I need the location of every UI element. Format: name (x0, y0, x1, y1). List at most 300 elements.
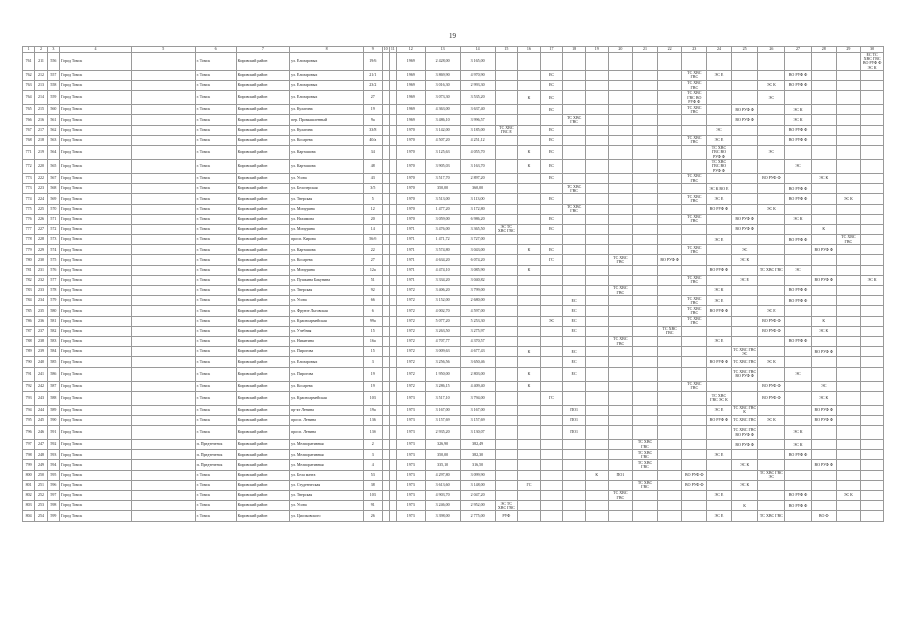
table-cell: ЕС (540, 159, 563, 173)
table-cell: 12 (364, 204, 382, 214)
table-cell: 215 (35, 105, 47, 115)
table-cell: Кировский район (236, 450, 289, 460)
table-cell (861, 255, 884, 265)
table-cell (585, 235, 608, 245)
table-cell (633, 265, 658, 275)
table-cell (518, 391, 541, 405)
table-cell (861, 460, 884, 470)
table-cell (633, 204, 658, 214)
table-cell (657, 405, 682, 415)
table-cell (585, 491, 608, 501)
table-cell: Город Томск (59, 81, 131, 91)
table-cell (657, 391, 682, 405)
table-cell: ЭС Е (707, 296, 732, 306)
table-cell (540, 381, 563, 391)
table-cell (585, 511, 608, 521)
table-cell: ТС ХВС ГВС ВО РУФ Ф (707, 145, 732, 159)
table-cell (382, 286, 389, 296)
table-cell (518, 255, 541, 265)
table-cell: ВО РУФ Ф (811, 415, 836, 425)
table-cell (518, 316, 541, 326)
table-cell: ул. Кулагина (290, 125, 364, 135)
table-cell (682, 159, 707, 173)
table-cell: 596 (47, 480, 59, 490)
table-cell (836, 460, 861, 470)
table-cell (785, 460, 812, 470)
table-cell (633, 326, 658, 336)
table-cell: ул. Пушкина Бакунина (290, 275, 364, 285)
table-cell (758, 286, 785, 296)
table-row (23, 81, 884, 91)
table-cell: 800 (23, 470, 35, 480)
table-cell (540, 470, 563, 480)
table-cell: К (811, 224, 836, 234)
table-cell: ул. Фрунзе Льговская (290, 306, 364, 316)
table-cell (758, 480, 785, 490)
table-cell: 3 799,00 (460, 286, 495, 296)
column-header: 15 (495, 47, 518, 53)
table-cell: 781 (23, 265, 35, 275)
table-cell: 579 (47, 296, 59, 306)
table-cell: Кировский район (236, 235, 289, 245)
table-cell (861, 286, 884, 296)
table-cell: ТС ХВС ГВС (608, 336, 633, 346)
table-cell (382, 316, 389, 326)
table-cell: 241 (35, 367, 47, 381)
table-cell (657, 105, 682, 115)
table-cell: ул. Косарева (290, 135, 364, 145)
table-cell: 220 (35, 159, 47, 173)
table-cell: Город Томск (59, 91, 131, 105)
table-cell: Кировский район (236, 91, 289, 105)
table-cell: г. Томск (195, 245, 236, 255)
table-cell (518, 275, 541, 285)
table-cell: Город Томск (59, 440, 131, 450)
table-row (23, 224, 884, 234)
table-cell: 19 (364, 381, 382, 391)
table-cell: ул. Красноармейская (290, 316, 364, 326)
table-cell: ТС ХВС ГВС ВО РУФ Ф (731, 367, 758, 381)
table-row (23, 115, 884, 125)
table-cell (682, 125, 707, 135)
table-cell: 785 (23, 306, 35, 316)
table-cell: Кировский район (236, 357, 289, 367)
table-cell: 556 (47, 53, 59, 71)
table-cell: 797 (23, 440, 35, 450)
table-cell (389, 135, 396, 145)
table-cell: Город Томск (59, 480, 131, 490)
table-cell: Город Томск (59, 255, 131, 265)
table-cell: 237 (35, 326, 47, 336)
table-cell (585, 347, 608, 357)
table-cell (389, 286, 396, 296)
table-cell (563, 145, 586, 159)
table-cell: ВО РУФ Ф (785, 70, 812, 80)
table-cell (861, 245, 884, 255)
table-cell (540, 405, 563, 415)
table-cell (563, 159, 586, 173)
table-cell: ЭС (758, 145, 785, 159)
table-cell (633, 367, 658, 381)
table-cell: 4 634,20 (425, 255, 460, 265)
table-cell (836, 204, 861, 214)
table-cell: ВО РУФ Ф (785, 235, 812, 245)
table-cell: ТС ХВС ГВС (682, 296, 707, 306)
table-cell (633, 381, 658, 391)
table-cell: 1 477,20 (425, 204, 460, 214)
table-cell: г. Томск (195, 491, 236, 501)
table-cell (707, 480, 732, 490)
table-cell: 23/2 (364, 81, 382, 91)
table-cell (389, 265, 396, 275)
table-cell: 14 (364, 224, 382, 234)
table-cell (836, 405, 861, 415)
table-cell (518, 81, 541, 91)
table-cell: ЭС (785, 265, 812, 275)
table-cell (758, 135, 785, 145)
table-cell: 16а (364, 336, 382, 346)
table-cell: г. Томск (195, 296, 236, 306)
table-cell (633, 125, 658, 135)
table-cell (836, 501, 861, 511)
table-cell: ТС ХВС ГВС (758, 265, 785, 275)
table-cell (540, 357, 563, 367)
table-cell (758, 224, 785, 234)
table-cell (382, 391, 389, 405)
table-cell: г. Томск (195, 53, 236, 71)
table-cell (540, 460, 563, 470)
table-cell (518, 194, 541, 204)
table-cell (682, 391, 707, 405)
table-cell: 211 (35, 53, 47, 71)
table-cell: ВО Ф (811, 511, 836, 521)
table-cell (785, 480, 812, 490)
table-cell (861, 81, 884, 91)
table-cell: 13б (364, 426, 382, 440)
table-cell: просп. Ленина (290, 426, 364, 440)
table-cell: г. Томск (195, 70, 236, 80)
table-cell (785, 470, 812, 480)
table-cell: Город Томск (59, 204, 131, 214)
table-cell (382, 480, 389, 490)
table-cell: К (518, 381, 541, 391)
table-cell (836, 159, 861, 173)
table-cell: Кировский район (236, 460, 289, 470)
table-cell (389, 245, 396, 255)
table-cell (861, 115, 884, 125)
table-cell: пр-кт Ленина (290, 405, 364, 415)
table-cell (758, 125, 785, 135)
table-cell (382, 115, 389, 125)
table-cell (758, 296, 785, 306)
table-cell (657, 145, 682, 159)
table-cell (608, 105, 633, 115)
table-cell (811, 135, 836, 145)
table-cell (657, 91, 682, 105)
table-cell: 3 365,50 (460, 224, 495, 234)
table-cell (836, 316, 861, 326)
table-cell: 1972 (396, 381, 425, 391)
table-cell: ТС ХВС ГВС ЭС К (707, 391, 732, 405)
table-cell (836, 70, 861, 80)
table-cell: 586 (47, 367, 59, 381)
table-cell (731, 316, 758, 326)
table-cell (731, 184, 758, 194)
table-cell: г. Томск (195, 204, 236, 214)
table-cell (861, 173, 884, 183)
table-cell (540, 415, 563, 425)
table-cell (811, 440, 836, 450)
table-cell (563, 460, 586, 470)
table-cell: ГС (540, 391, 563, 405)
table-cell: 1973 (396, 491, 425, 501)
table-cell: ул. Мелиоративная (290, 450, 364, 460)
table-cell (389, 426, 396, 440)
table-cell: г. Томск (195, 415, 236, 425)
table-cell (836, 326, 861, 336)
table-cell (731, 381, 758, 391)
table-cell: ТС ХВС ГВС ВО РУФ Ф (682, 91, 707, 105)
table-cell (758, 53, 785, 71)
table-cell: г. Томск (195, 214, 236, 224)
table-cell: ЕС (540, 105, 563, 115)
table-cell (131, 53, 195, 71)
table-cell: 103 (364, 491, 382, 501)
table-cell (382, 159, 389, 173)
table-cell (608, 81, 633, 91)
table-cell (608, 145, 633, 159)
table-cell (707, 326, 732, 336)
table-cell: 12а (364, 265, 382, 275)
table-row (23, 105, 884, 115)
table-cell: 19 (364, 105, 382, 115)
table-cell (861, 347, 884, 357)
table-cell: ул. Косарева (290, 255, 364, 265)
table-cell (131, 224, 195, 234)
table-cell (389, 275, 396, 285)
table-cell (836, 357, 861, 367)
table-cell: 1973 (396, 415, 425, 425)
table-cell (518, 53, 541, 71)
table-cell: 2 897,20 (460, 173, 495, 183)
table-cell (495, 336, 518, 346)
table-cell (657, 204, 682, 214)
table-cell (608, 53, 633, 71)
table-cell (382, 450, 389, 460)
table-cell: Кировский район (236, 347, 289, 357)
table-cell: г. Томск (195, 265, 236, 275)
table-row (23, 336, 884, 346)
table-cell (495, 381, 518, 391)
table-cell: 1971 (396, 224, 425, 234)
table-cell: 1973 (396, 450, 425, 460)
table-cell: г. Томск (195, 194, 236, 204)
table-cell: пер. Промышленный (290, 115, 364, 125)
table-cell (785, 224, 812, 234)
table-cell: ТС ХВС ГВС (633, 450, 658, 460)
table-cell: 1972 (396, 367, 425, 381)
table-cell (811, 450, 836, 460)
table-cell: ЭС ТС ХВС ГВС (495, 224, 518, 234)
table-cell (495, 265, 518, 275)
table-cell: ТС ХВС ГВС Е (495, 125, 518, 135)
table-cell: ТС ХВС ГВС (682, 70, 707, 80)
table-cell: ТС ХВС ГВС (682, 316, 707, 326)
column-header: 12 (396, 47, 425, 53)
table-cell: ВО РУФ Ф (811, 245, 836, 255)
table-cell (633, 194, 658, 204)
table-cell: ЕС ТС ХВС ГВС ВО РУФ Ф ЭС К (861, 53, 884, 71)
table-cell: К (518, 347, 541, 357)
table-cell: ВО РУФ Ф (682, 480, 707, 490)
table-cell (811, 296, 836, 306)
table-cell (382, 347, 389, 357)
table-cell: 790 (23, 357, 35, 367)
table-cell (682, 367, 707, 381)
table-cell (811, 159, 836, 173)
table-cell (633, 173, 658, 183)
table-cell (495, 415, 518, 425)
table-cell: 248 (35, 450, 47, 460)
table-cell (836, 145, 861, 159)
table-cell (861, 336, 884, 346)
table-cell (707, 214, 732, 224)
table-cell (495, 405, 518, 415)
table-cell: Кировский район (236, 275, 289, 285)
table-cell: 804 (23, 511, 35, 521)
table-cell: ул. Студенческая (290, 480, 364, 490)
table-cell (682, 53, 707, 71)
table-cell: ТС ХВС ГВС (633, 460, 658, 470)
table-cell: ул. Тверская (290, 194, 364, 204)
table-cell (633, 405, 658, 415)
table-cell (518, 214, 541, 224)
table-cell (131, 391, 195, 405)
table-cell (585, 336, 608, 346)
table-cell (731, 470, 758, 480)
table-cell (389, 450, 396, 460)
table-cell: 3 (364, 450, 382, 460)
table-cell: 1 471,72 (425, 235, 460, 245)
table-cell: ЭС Е (707, 70, 732, 80)
table-cell: 4 409,40 (460, 381, 495, 391)
table-cell: ЭС Е (707, 491, 732, 501)
table-row (23, 235, 884, 245)
table-cell: Кировский район (236, 159, 289, 173)
table-cell (633, 159, 658, 173)
table-cell: ул. Карташова (290, 145, 364, 159)
table-cell: 1972 (396, 316, 425, 326)
table-cell (518, 491, 541, 501)
table-cell (389, 316, 396, 326)
table-cell (131, 381, 195, 391)
table-cell (389, 214, 396, 224)
table-cell: ВО РУФ Ф (731, 214, 758, 224)
table-cell: 6 986,20 (460, 214, 495, 224)
table-cell (382, 224, 389, 234)
table-cell: 773 (23, 173, 35, 183)
table-cell (731, 326, 758, 336)
table-cell (785, 204, 812, 214)
table-cell (382, 135, 389, 145)
table-cell: Город Томск (59, 70, 131, 80)
table-cell: Кировский район (236, 245, 289, 255)
column-header: 8 (290, 47, 364, 53)
table-cell: 578 (47, 286, 59, 296)
table-cell: Город Томск (59, 224, 131, 234)
table-cell: Кировский район (236, 426, 289, 440)
column-header: 18 (563, 47, 586, 53)
table-cell: 217 (35, 125, 47, 135)
table-cell: 216 (35, 115, 47, 125)
table-cell (495, 391, 518, 405)
table-cell (585, 145, 608, 159)
table-cell (731, 491, 758, 501)
table-cell (540, 306, 563, 316)
table-cell (382, 357, 389, 367)
table-cell: 791 (23, 367, 35, 381)
table-cell: 778 (23, 235, 35, 245)
table-cell (707, 460, 732, 470)
table-cell: ВО РУФ Ф (811, 460, 836, 470)
table-cell (382, 336, 389, 346)
table-cell: ВО РУФ Ф (785, 194, 812, 204)
table-cell: 560 (47, 105, 59, 115)
table-cell (633, 105, 658, 115)
column-header: 27 (785, 47, 812, 53)
table-cell (785, 357, 812, 367)
table-cell (495, 255, 518, 265)
table-cell (608, 367, 633, 381)
table-cell: 245 (35, 415, 47, 425)
table-cell: 1972 (396, 306, 425, 316)
table-cell (540, 511, 563, 521)
table-cell (758, 105, 785, 115)
table-cell (495, 91, 518, 105)
table-cell (518, 224, 541, 234)
table-cell (495, 135, 518, 145)
column-header: 3 (47, 47, 59, 53)
table-cell: 590 (47, 415, 59, 425)
table-cell (707, 367, 732, 381)
table-cell (382, 326, 389, 336)
table-cell (563, 286, 586, 296)
table-cell: 3 996,57 (460, 115, 495, 125)
table-cell: 583 (47, 336, 59, 346)
table-cell (585, 105, 608, 115)
table-cell: ВО РУФ Ф (731, 224, 758, 234)
table-cell: г. Томск (195, 159, 236, 173)
table-cell (707, 381, 732, 391)
table-cell: ВО РУФ Ф (785, 125, 812, 135)
table-cell: ВО РУФ Ф (707, 204, 732, 214)
table-cell: ВО РУФ Ф (785, 184, 812, 194)
table-cell: ул. Никитина (290, 336, 364, 346)
table-cell (389, 440, 396, 450)
table-cell: 570 (47, 204, 59, 214)
table-row (23, 357, 884, 367)
table-cell: 564 (47, 145, 59, 159)
table-cell (518, 286, 541, 296)
table-cell: 2 803,00 (460, 367, 495, 381)
table-cell: 4 677,43 (460, 347, 495, 357)
table-cell: ул. Мичурина (290, 224, 364, 234)
table-cell: ЭС К (785, 105, 812, 115)
table-cell (608, 357, 633, 367)
table-cell (731, 450, 758, 460)
table-cell: 1973 (396, 460, 425, 470)
table-cell (540, 53, 563, 71)
